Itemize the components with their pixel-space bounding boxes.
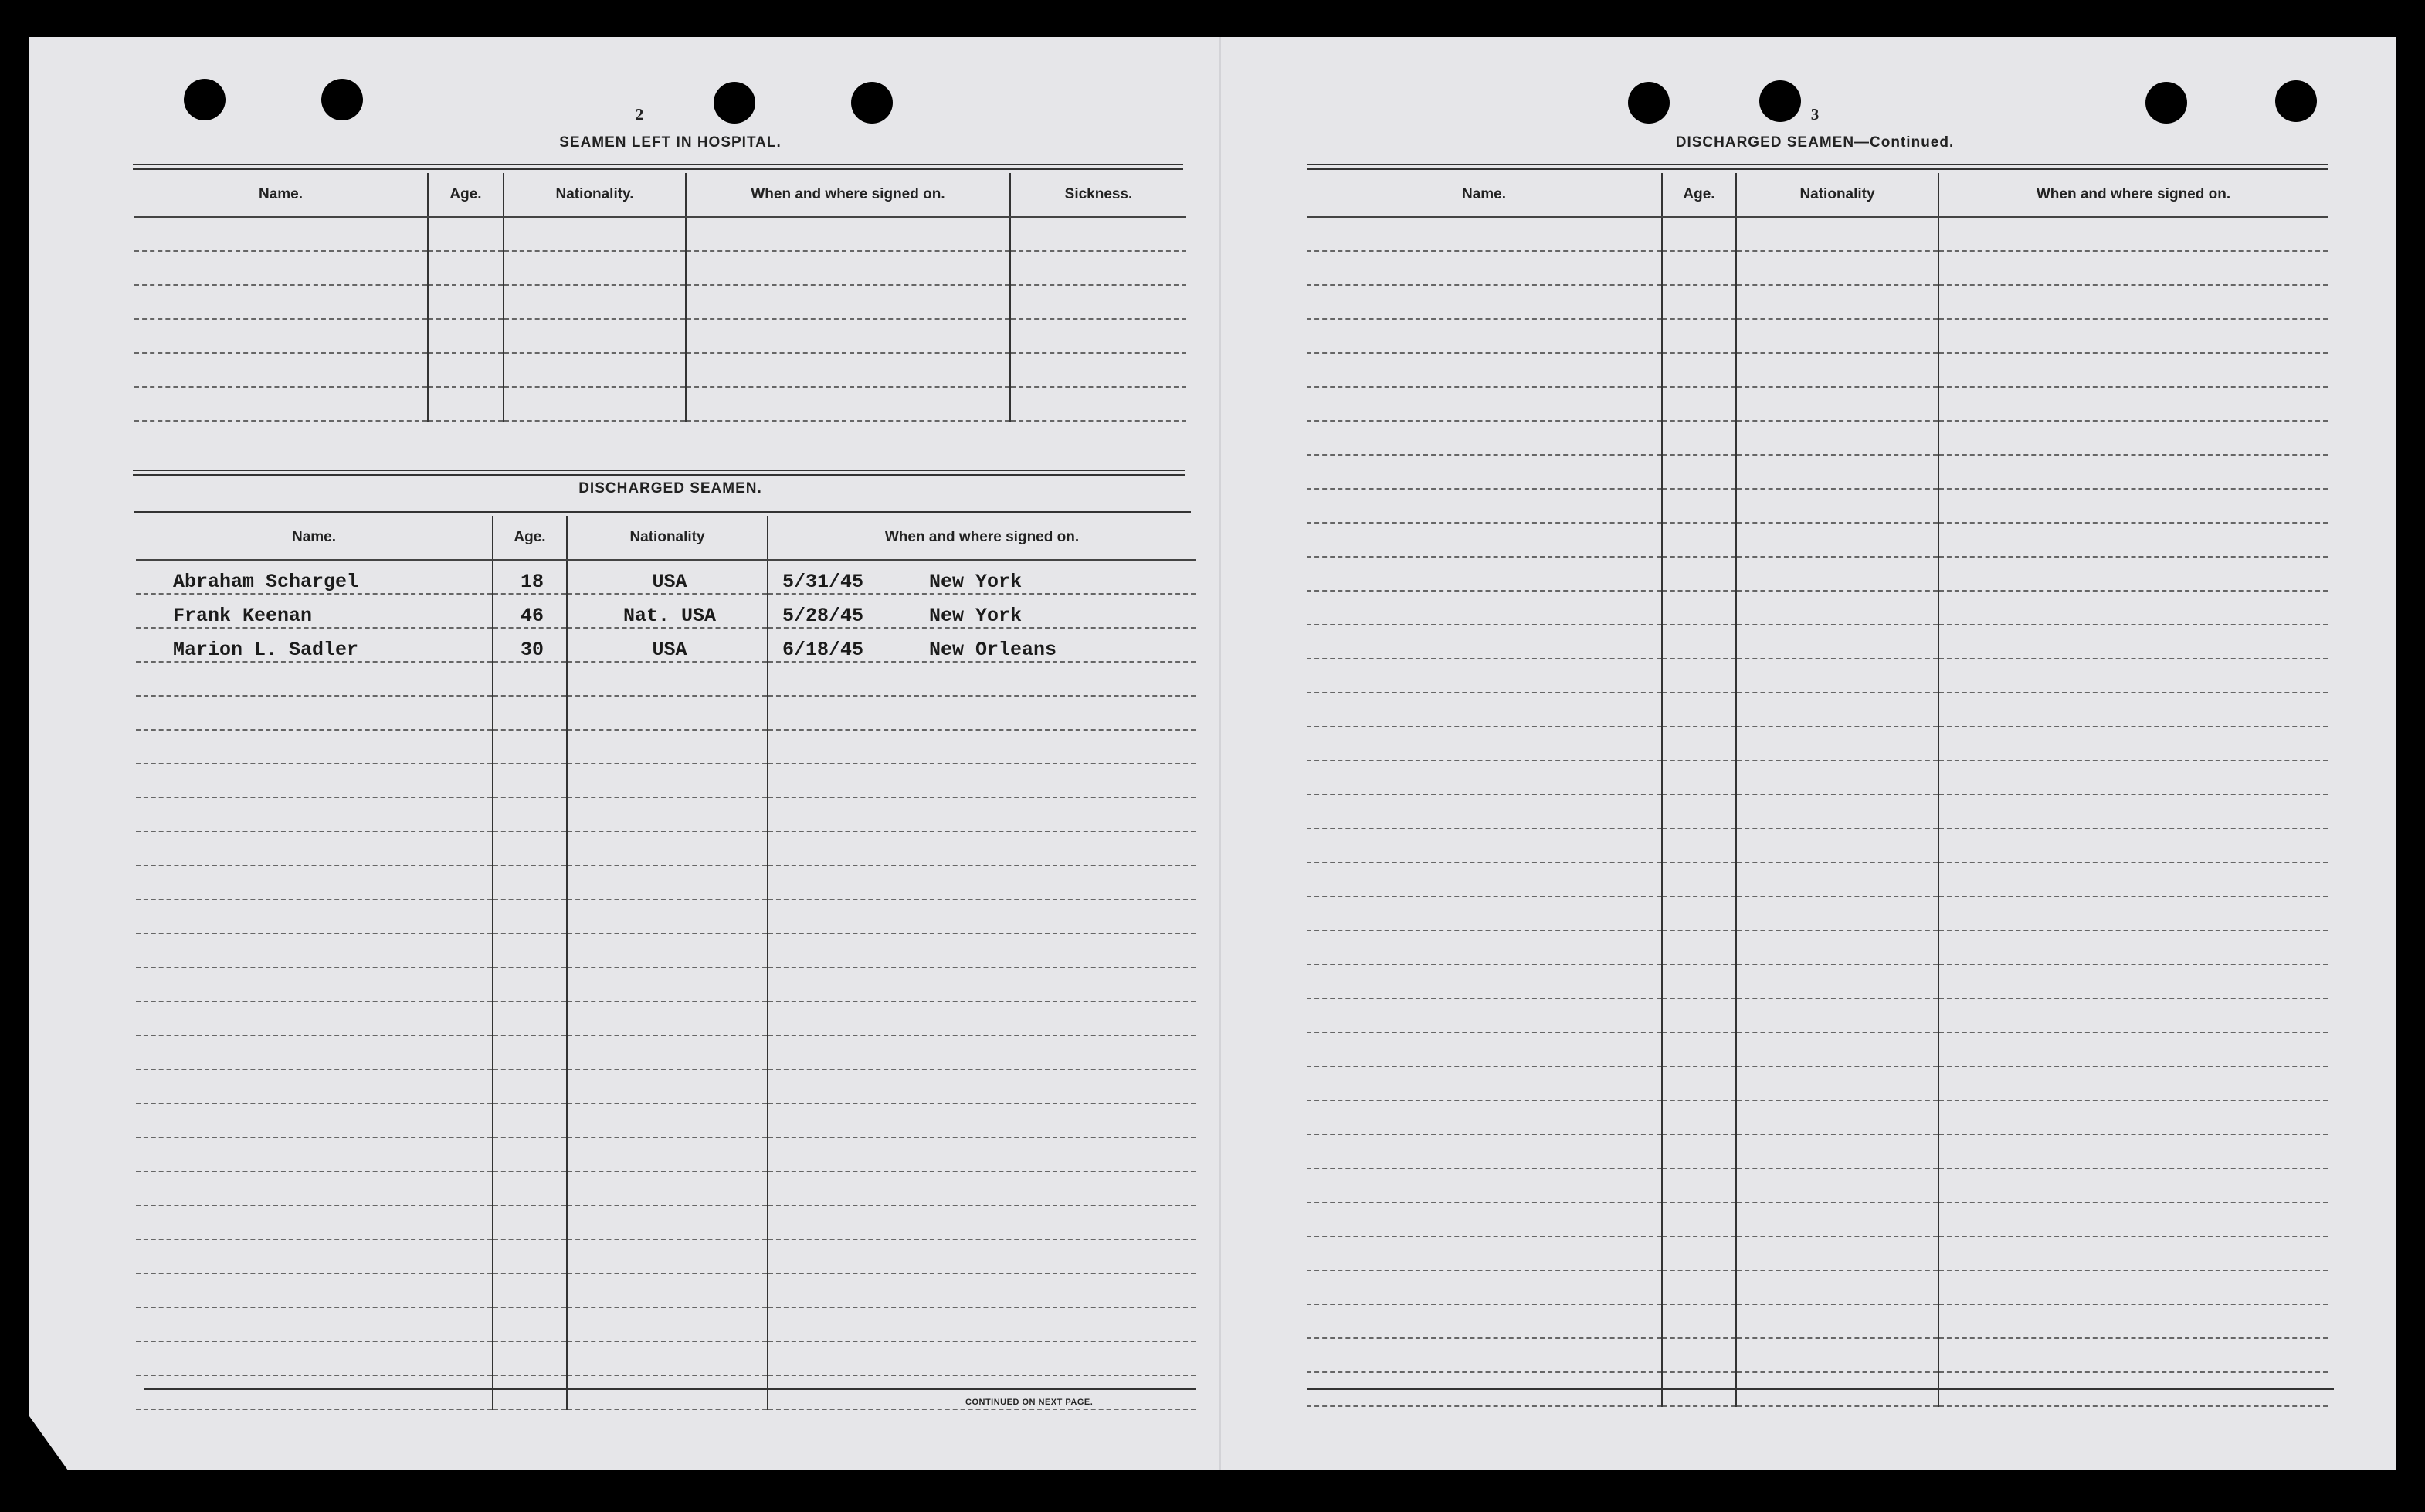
table-row xyxy=(134,285,1186,319)
discharged-section-title: DISCHARGED SEAMEN. xyxy=(578,480,762,497)
signed-on-date: 5/31/45 xyxy=(782,571,864,593)
table-row xyxy=(134,387,1186,421)
seaman-name: Frank Keenan xyxy=(136,594,493,628)
punch-hole xyxy=(714,82,755,124)
table-row xyxy=(134,353,1186,387)
col-header-nationality: Nationality xyxy=(567,516,768,560)
signed-on-cell xyxy=(768,628,1196,662)
table-row xyxy=(1307,761,2328,795)
table-row xyxy=(136,1070,1196,1103)
table-row xyxy=(136,1137,1196,1171)
table-row xyxy=(134,217,1186,251)
table-row xyxy=(136,1171,1196,1205)
table-row xyxy=(1307,387,2328,421)
table-row xyxy=(136,560,1196,594)
punch-hole xyxy=(321,79,363,120)
table-row xyxy=(1307,319,2328,353)
table-row xyxy=(1307,998,2328,1032)
continued-note: CONTINUED ON NEXT PAGE. xyxy=(965,1398,1094,1407)
punch-hole xyxy=(2275,80,2317,122)
table-row xyxy=(134,251,1186,285)
table-row xyxy=(136,832,1196,866)
discharged-header-row xyxy=(136,516,1196,560)
col-header-age: Age. xyxy=(493,516,567,560)
col-header-age: Age. xyxy=(1662,173,1736,217)
table-row xyxy=(1307,1338,2328,1372)
table-row xyxy=(1307,1134,2328,1168)
hospital-header-row xyxy=(134,173,1186,217)
table-row xyxy=(1307,693,2328,727)
page-number: 2 xyxy=(635,105,644,124)
table-row xyxy=(136,1307,1196,1341)
table-row xyxy=(1307,897,2328,931)
col-header-signed-on: When and where signed on. xyxy=(768,516,1196,560)
table-row xyxy=(136,1036,1196,1070)
signed-on-cell xyxy=(768,560,1196,594)
table-row xyxy=(136,696,1196,730)
table-row xyxy=(136,968,1196,1002)
table-row xyxy=(1307,1304,2328,1338)
table-row xyxy=(1307,829,2328,863)
table-row xyxy=(1307,795,2328,829)
table-row xyxy=(1307,217,2328,251)
seaman-nationality: USA xyxy=(567,628,768,662)
table-row xyxy=(1307,1032,2328,1066)
table-row xyxy=(136,866,1196,900)
table-row xyxy=(1307,1066,2328,1100)
discharged-continued-table xyxy=(1307,173,2328,1407)
table-row xyxy=(1307,727,2328,761)
col-header-name: Name. xyxy=(136,516,493,560)
table-row xyxy=(136,798,1196,832)
punch-hole xyxy=(184,79,226,120)
col-header-name: Name. xyxy=(134,173,428,217)
table-row xyxy=(136,1239,1196,1273)
punch-hole xyxy=(1628,82,1670,124)
discharged-continued-title: DISCHARGED SEAMEN—Continued. xyxy=(1675,134,1955,151)
table-row xyxy=(1307,591,2328,625)
seaman-nationality: USA xyxy=(567,560,768,594)
table-row xyxy=(136,594,1196,628)
title-rule xyxy=(133,164,1183,170)
right-page xyxy=(1221,37,2396,1470)
table-row xyxy=(1307,964,2328,998)
seaman-nationality: Nat. USA xyxy=(567,594,768,628)
table-row xyxy=(1307,1236,2328,1270)
table-row xyxy=(1307,625,2328,659)
table-row xyxy=(1307,285,2328,319)
col-header-name: Name. xyxy=(1307,173,1662,217)
table-row xyxy=(136,1273,1196,1307)
table-row xyxy=(1307,659,2328,693)
table-row xyxy=(136,934,1196,968)
table-row xyxy=(136,730,1196,764)
table-row xyxy=(1307,523,2328,557)
discharged-continued-header-row xyxy=(1307,173,2328,217)
page-number: 3 xyxy=(1810,105,1820,124)
table-row xyxy=(1307,1270,2328,1304)
hospital-rows xyxy=(134,217,1186,421)
hospital-table xyxy=(134,173,1186,422)
left-page xyxy=(29,37,1219,1470)
table-row xyxy=(1307,353,2328,387)
table-row xyxy=(136,1103,1196,1137)
table-row xyxy=(1307,1168,2328,1202)
table-row xyxy=(1307,421,2328,455)
table-row xyxy=(1307,1100,2328,1134)
table-row xyxy=(136,1205,1196,1239)
seaman-age: 46 xyxy=(493,594,567,628)
col-header-nationality: Nationality xyxy=(1736,173,1938,217)
table-row xyxy=(136,662,1196,696)
hospital-section-title: SEAMEN LEFT IN HOSPITAL. xyxy=(559,134,782,151)
table-row xyxy=(1307,251,2328,285)
table-row xyxy=(1307,1202,2328,1236)
table-row xyxy=(136,764,1196,798)
col-header-sickness: Sickness. xyxy=(1010,173,1186,217)
col-header-signed-on: When and where signed on. xyxy=(686,173,1010,217)
bottom-rule xyxy=(1307,1388,2334,1390)
table-row xyxy=(1307,863,2328,897)
signed-on-place: New York xyxy=(929,605,1023,627)
signed-on-date: 6/18/45 xyxy=(782,639,864,661)
document-sheet xyxy=(29,37,2396,1470)
seaman-name: Abraham Schargel xyxy=(136,560,493,594)
col-header-nationality: Nationality. xyxy=(504,173,686,217)
table-row xyxy=(136,1341,1196,1375)
discharged-table xyxy=(136,516,1196,1410)
signed-on-place: New Orleans xyxy=(929,639,1057,661)
table-row xyxy=(134,319,1186,353)
section-rule xyxy=(134,511,1191,513)
punch-hole xyxy=(851,82,893,124)
seaman-name: Marion L. Sadler xyxy=(136,628,493,662)
section-rule xyxy=(133,470,1185,476)
signed-on-date: 5/28/45 xyxy=(782,605,864,627)
table-row xyxy=(1307,455,2328,489)
col-header-age: Age. xyxy=(428,173,504,217)
discharged-rows xyxy=(136,560,1196,1409)
table-row xyxy=(136,628,1196,662)
col-header-signed-on: When and where signed on. xyxy=(1938,173,2328,217)
title-rule xyxy=(1307,164,2328,170)
bottom-rule xyxy=(144,1388,1196,1390)
table-row xyxy=(136,900,1196,934)
table-row xyxy=(1307,931,2328,964)
table-row xyxy=(136,1002,1196,1036)
signed-on-place: New York xyxy=(929,571,1023,593)
seaman-age: 18 xyxy=(493,560,567,594)
signed-on-cell xyxy=(768,594,1196,628)
seaman-age: 30 xyxy=(493,628,567,662)
table-row xyxy=(1307,557,2328,591)
discharged-continued-rows xyxy=(1307,217,2328,1406)
table-row xyxy=(1307,489,2328,523)
punch-hole xyxy=(2145,82,2187,124)
